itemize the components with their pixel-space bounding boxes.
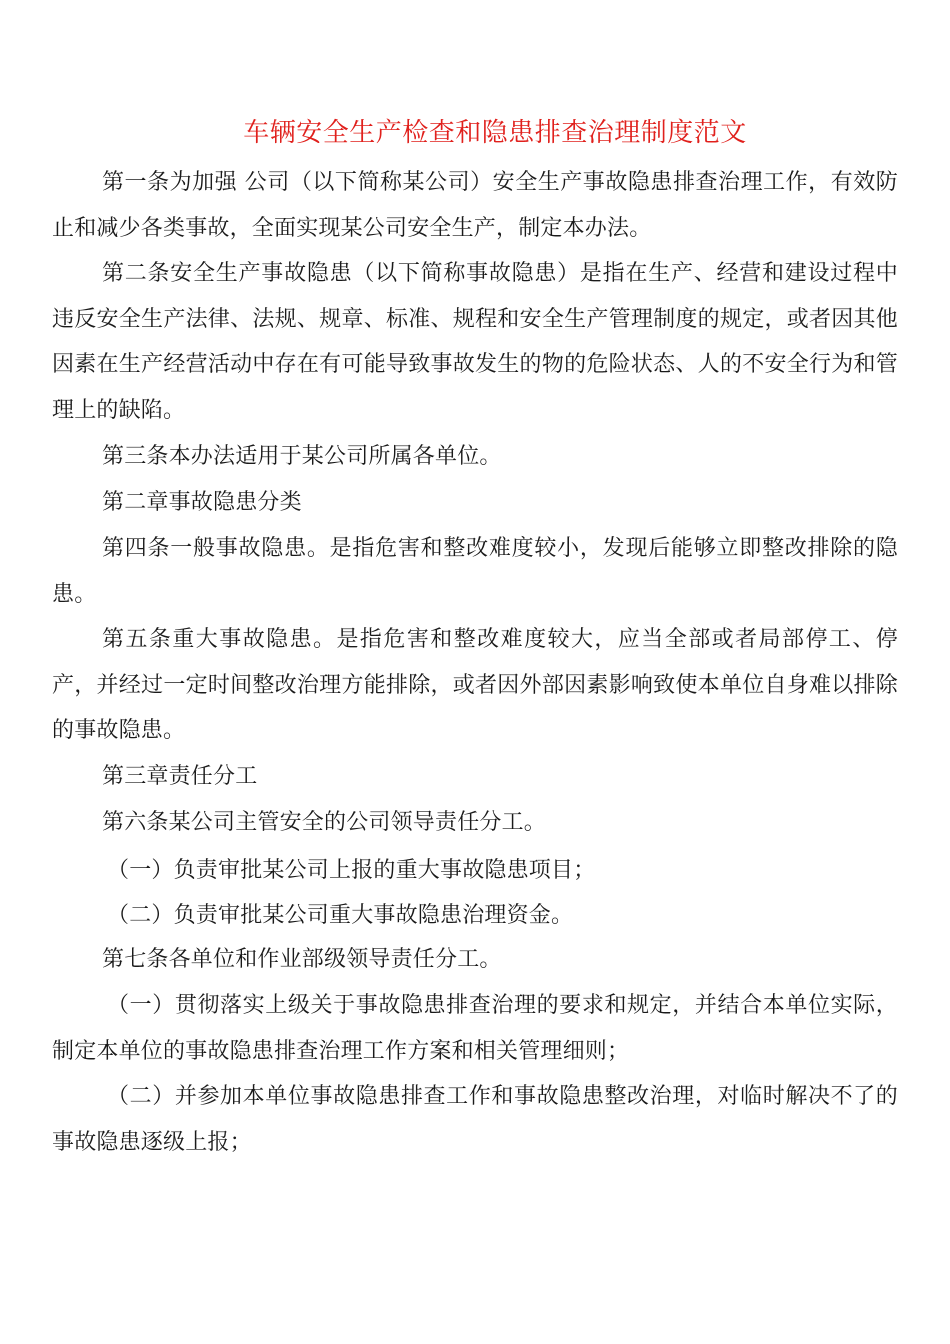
paragraph-article-4: 第四条一般事故隐患。是指危害和整改难度较小，发现后能够立即整改排除的隐患。 — [52, 536, 898, 607]
chapter-heading-3: 第三章责任分工 — [102, 764, 258, 789]
list-item-7-1: （一）贯彻落实上级关于事故隐患排查治理的要求和规定，并结合本单位实际，制定本单位的事故隐患排查治理工作方案和相关管理细则； — [52, 993, 898, 1064]
paragraph-article-5: 第五条重大事故隐患。是指危害和整改难度较大，应当全部或者局部停工、停产，并经过一定时间整改治理方能排除，或者因外部因素影响致使本单位自身难以排除的事故隐患。 — [52, 627, 898, 743]
paragraph-article-3: 第三条本办法适用于某公司所属各单位。 — [102, 444, 502, 469]
list-item-6-2: （二）负责审批某公司重大事故隐患治理资金。 — [107, 903, 574, 928]
paragraph-article-2: 第二条安全生产事故隐患（以下简称事故隐患）是指在生产、经营和建设过程中违反安全生产法律、法规、规章、标准、规程和安全生产管理制度的规定，或者因其他因素在生产经营活动中存在有可能导致事故发生的物的危险状态、人的不安全行为和管理上的缺陷。 — [52, 261, 898, 423]
chapter-heading-2: 第二章事故隐患分类 — [102, 490, 302, 515]
paragraph-article-6: 第六条某公司主管安全的公司领导责任分工。 — [102, 810, 547, 835]
list-item-6-1: （一）负责审批某公司上报的重大事故隐患项目； — [107, 858, 596, 883]
list-item-7-2: （二）并参加本单位事故隐患排查工作和事故隐患整改治理，对临时解决不了的事故隐患逐级上报； — [52, 1084, 898, 1155]
paragraph-article-1: 第一条为加强 公司（以下简称某公司）安全生产事故隐患排查治理工作，有效防止和减少各类事故，全面实现某公司安全生产，制定本办法。 — [52, 170, 898, 241]
document-title: 车辆安全生产检查和隐患排查治理制度范文 — [243, 118, 747, 148]
paragraph-article-7: 第七条各单位和作业部级领导责任分工。 — [102, 947, 502, 972]
